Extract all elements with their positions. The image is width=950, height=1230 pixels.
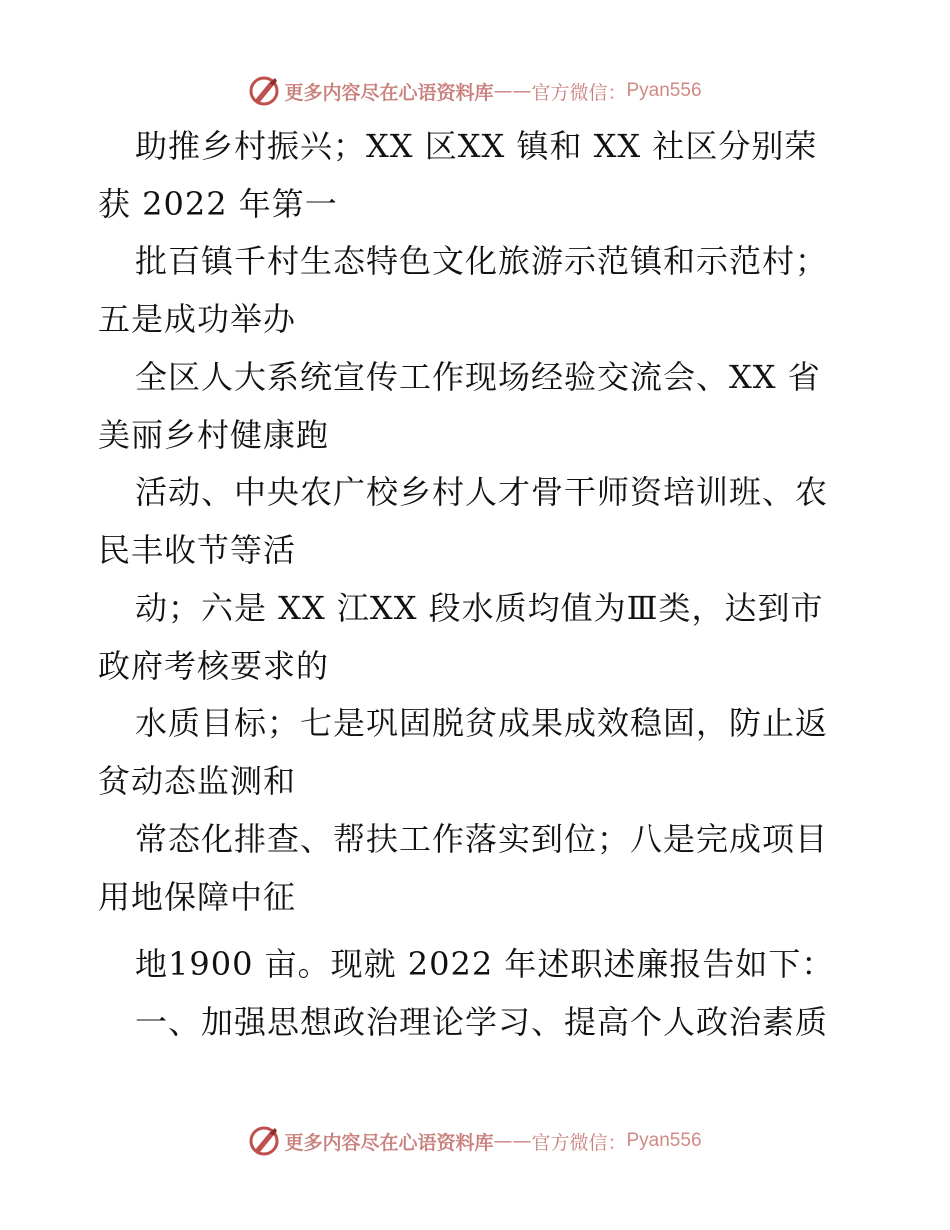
watermark-wechat-id: Pyan556 [626, 1130, 702, 1151]
header-watermark [0, 71, 950, 111]
body-line: 助推乡村振兴；XX 区XX 镇和 XX 社区分别荣 [135, 127, 818, 165]
body-line: 贫动态监测和 [98, 762, 297, 800]
body-line: 民丰收节等活 [98, 531, 297, 569]
pen-nib-logo-icon [248, 75, 280, 107]
body-line: 政府考核要求的 [98, 647, 330, 685]
body-line: 一、加强思想政治理论学习、提高个人政治素质 [135, 1003, 829, 1041]
body-line: 美丽乡村健康跑 [98, 416, 330, 454]
watermark-wechat-id: Pyan556 [626, 80, 702, 101]
body-line: 批百镇千村生态特色文化旅游示范镇和示范村； [135, 242, 829, 280]
pen-nib-logo-icon [248, 1125, 280, 1157]
body-line: 全区人大系统宣传工作现场经验交流会、XX 省 [135, 358, 821, 396]
watermark-brand: 更多内容尽在心语资料库 [284, 1131, 494, 1154]
body-line: 常态化排查、帮扶工作落实到位；八是完成项目 [135, 820, 829, 858]
watermark-wechat-label: 官方微信： [531, 81, 627, 104]
watermark-brand: 更多内容尽在心语资料库 [284, 81, 494, 104]
body-line: 五是成功举办 [98, 300, 297, 338]
footer-watermark [0, 1121, 950, 1161]
body-line: 水质目标；七是巩固脱贫成果成效稳固，防止返 [135, 704, 829, 742]
watermark-dash: —— [493, 80, 532, 102]
body-line: 活动、中央农广校乡村人才骨干师资培训班、农 [135, 473, 829, 511]
body-line: 动；六是 XX 江XX 段水质均值为Ⅲ类，达到市 [135, 589, 824, 627]
watermark-wechat-label: 官方微信： [531, 1131, 627, 1154]
body-line: 用地保障中征 [98, 878, 297, 916]
body-line: 地1900 亩。现就 2022 年述职述廉报告如下： [135, 945, 835, 983]
body-line: 获 2022 年第一 [98, 185, 338, 223]
watermark-dash: —— [493, 1130, 532, 1152]
